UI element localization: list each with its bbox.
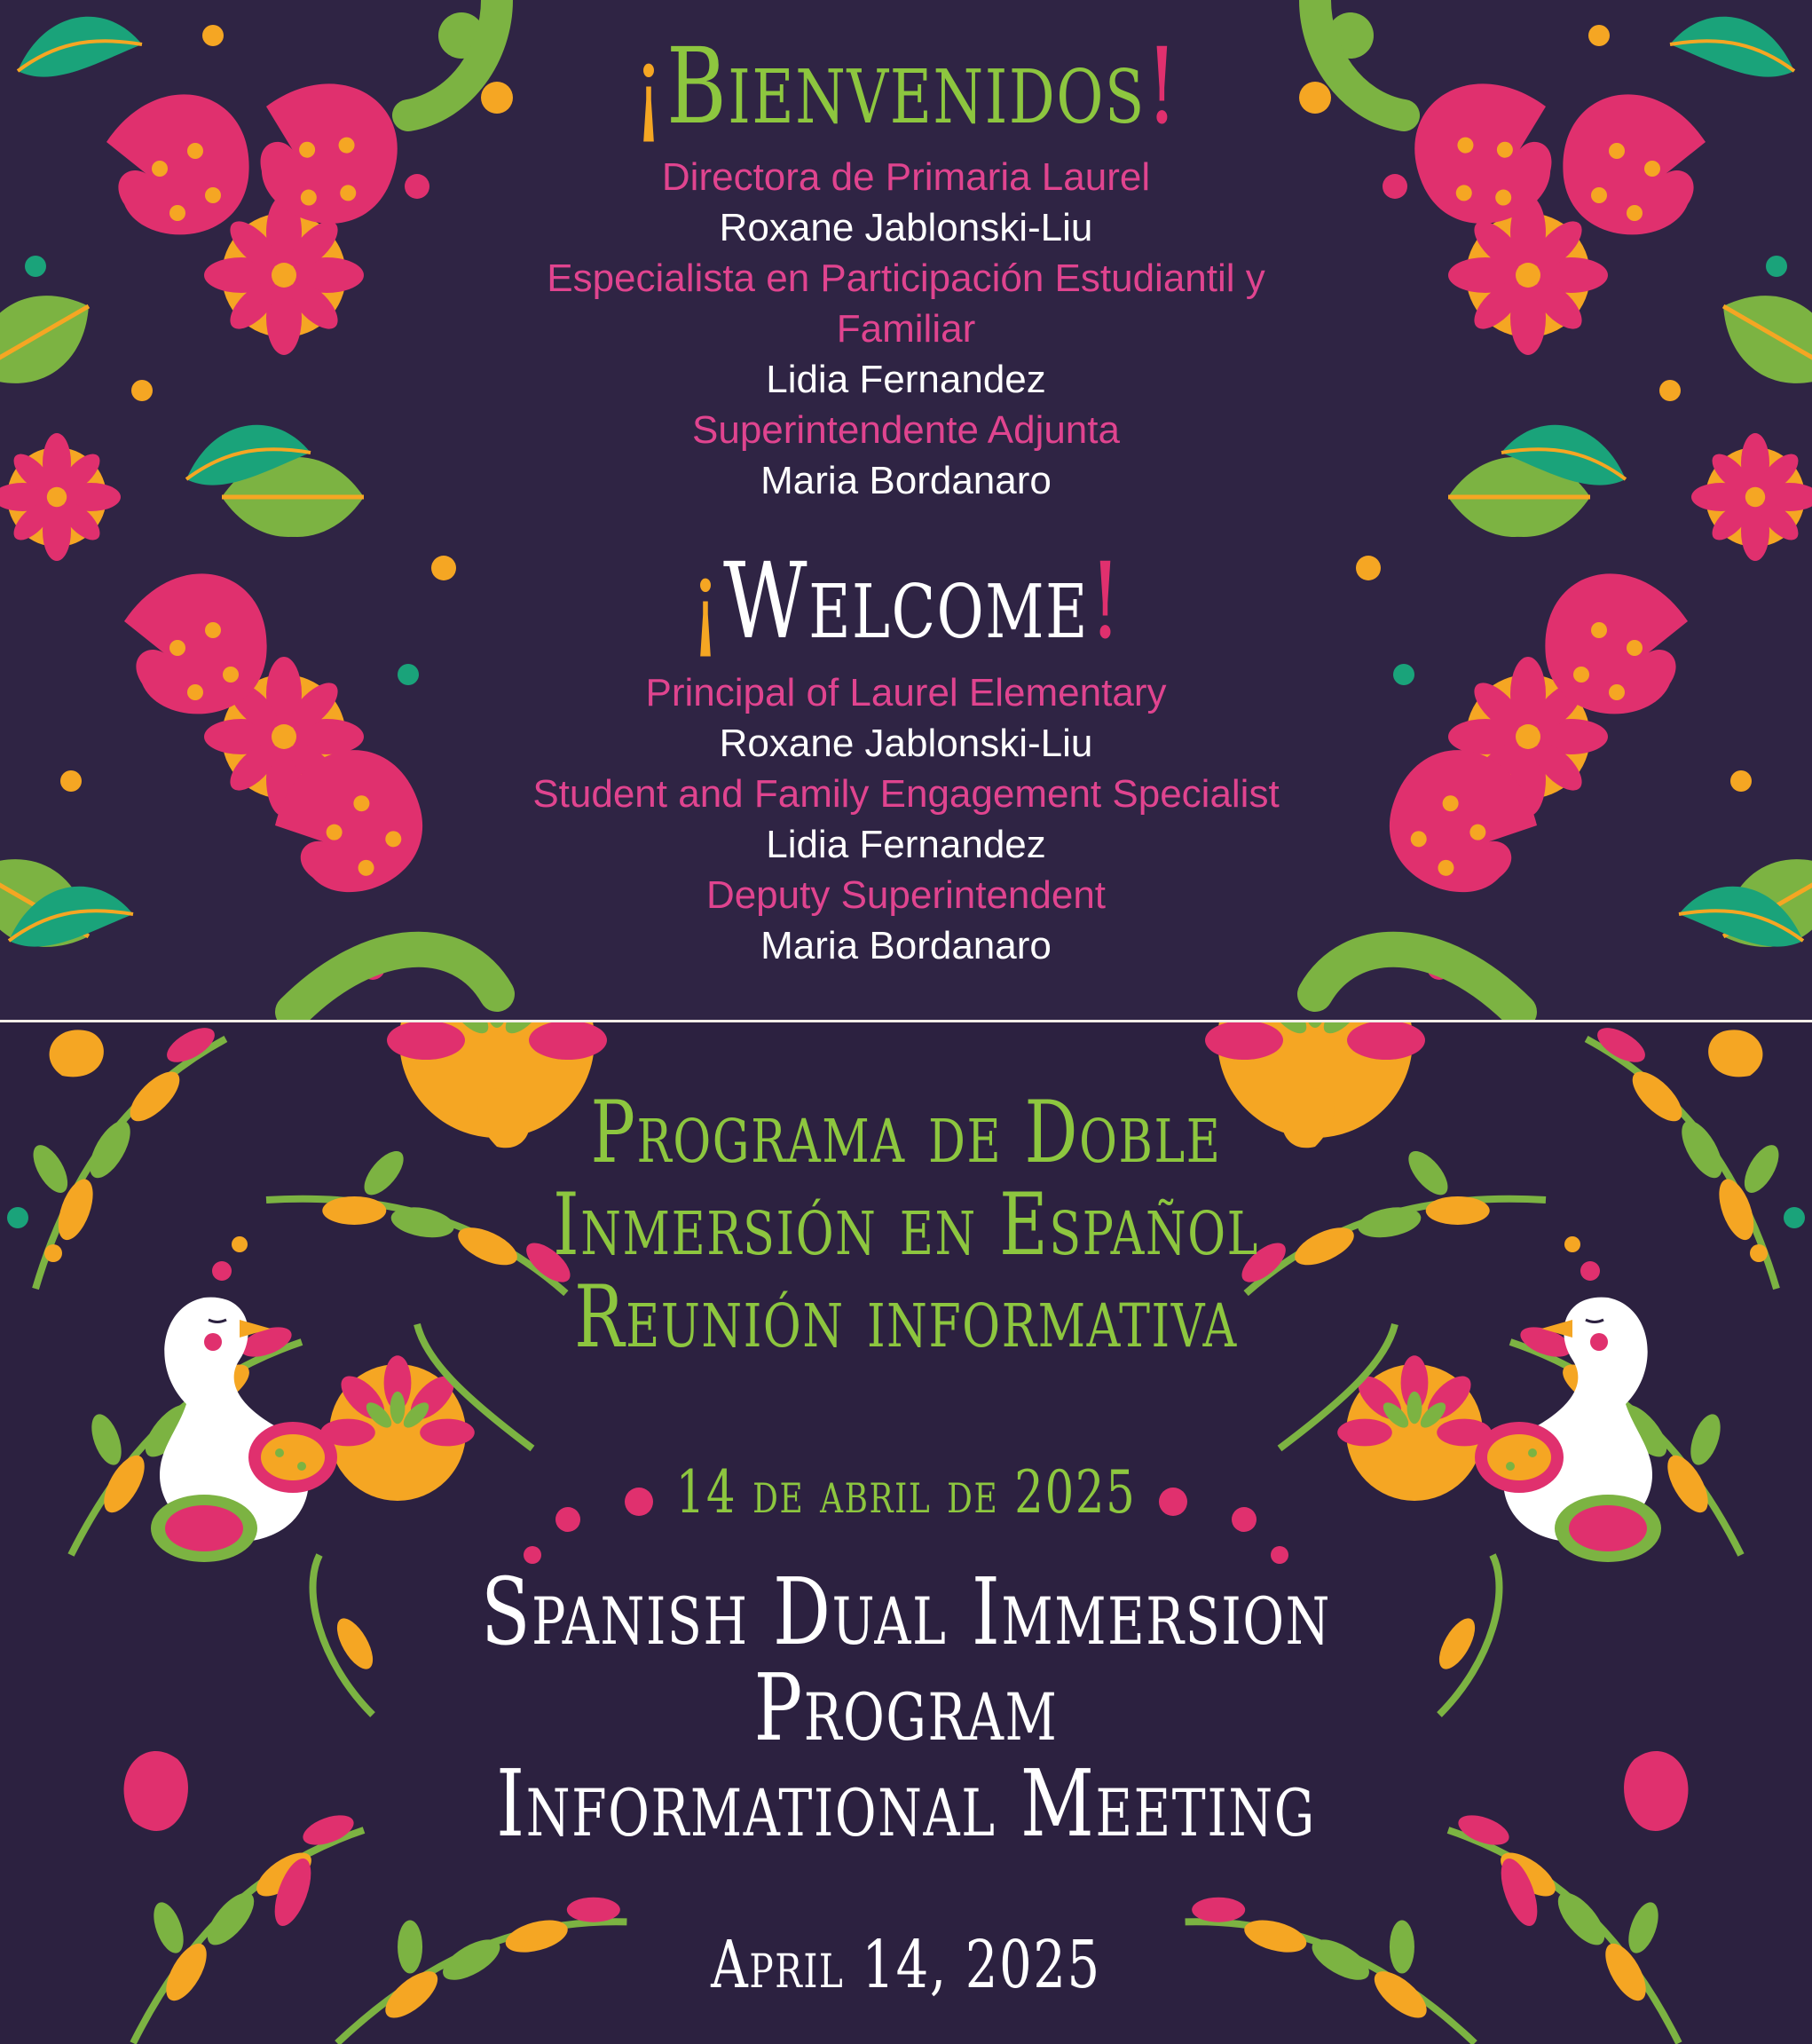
event-line-2: Inmersión en Español: [553, 1175, 1259, 1275]
event-line-2: Program: [753, 1653, 1059, 1762]
english-event-date: [0, 1928, 1812, 2002]
spanish-event-heading: [0, 1083, 1812, 1367]
event-line-1: Spanish Dual Immersion: [481, 1558, 1331, 1666]
title-open-mark: ¡: [689, 540, 724, 662]
role-label: Deputy Superintendent: [705, 873, 1107, 917]
role-label: Especialista en Participación Estudiantil y: [547, 256, 1265, 300]
spanish-welcome-title: [0, 25, 1812, 147]
person-name: Roxane Jablonski-Liu: [719, 722, 1093, 765]
spanish-staff-list: [0, 152, 1812, 506]
event-line-3: Reunión informativa: [574, 1267, 1238, 1367]
event-date: 14 de abril de 2025: [675, 1458, 1137, 1527]
person-name: Roxane Jablonski-Liu: [719, 206, 1093, 249]
event-line-1: Programa de Doble: [590, 1083, 1222, 1182]
title-close-mark: !: [1145, 25, 1180, 147]
title-open-mark: ¡: [632, 25, 667, 147]
event-date: April 14, 2025: [711, 1927, 1101, 2003]
person-name: Lidia Fernandez: [766, 358, 1046, 401]
person-name: Lidia Fernandez: [766, 823, 1046, 866]
english-welcome-title: [0, 540, 1812, 662]
spanish-event-date: [0, 1459, 1812, 1527]
title-word: Bienvenidos: [666, 25, 1146, 147]
role-label: Familiar: [836, 307, 976, 351]
event-line-3: Informational Meeting: [496, 1749, 1316, 1858]
person-name: Maria Bordanaro: [760, 459, 1052, 502]
person-name: Maria Bordanaro: [760, 924, 1052, 967]
english-event-heading: [0, 1558, 1812, 1858]
event-panel: [0, 1022, 1812, 2044]
role-label: Principal of Laurel Elementary: [645, 671, 1167, 714]
title-close-mark: !: [1088, 540, 1123, 662]
role-label: Superintendente Adjunta: [692, 408, 1120, 452]
english-staff-list: [0, 667, 1812, 971]
role-label: Student and Family Engagement Specialist: [532, 772, 1280, 816]
title-word: Welcome: [723, 540, 1089, 662]
role-label: Directora de Primaria Laurel: [661, 155, 1151, 199]
